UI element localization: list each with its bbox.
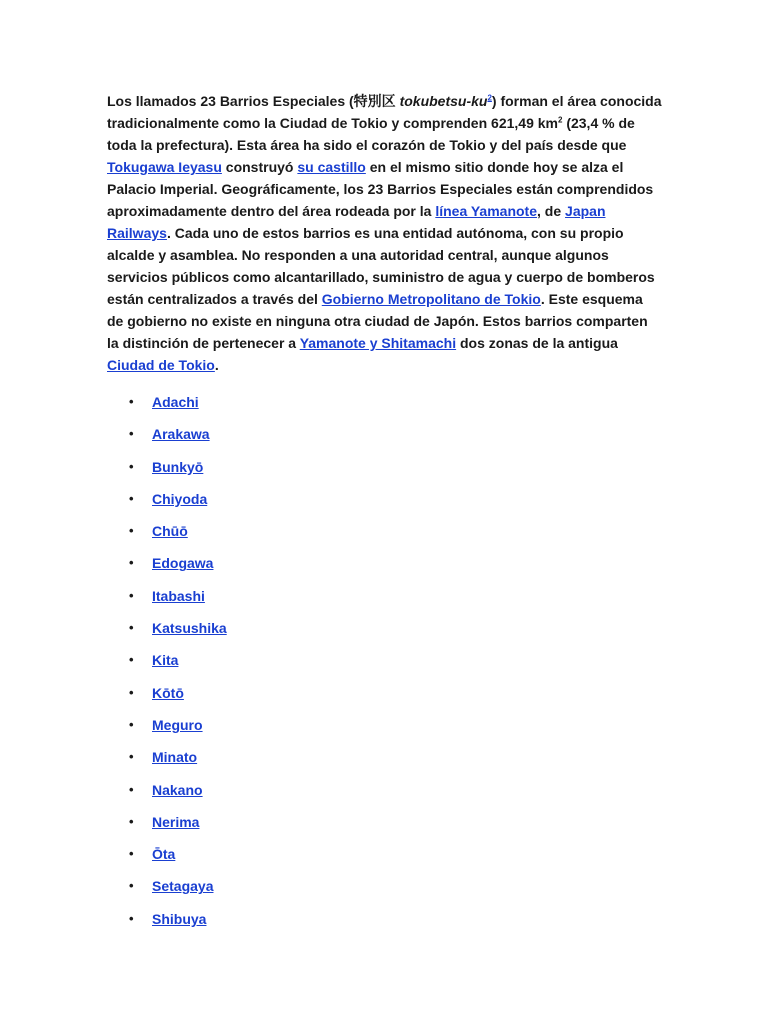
kanji-term: 特別区 (353, 93, 396, 109)
bullet-icon: • (129, 813, 134, 829)
bullet-icon: • (129, 846, 134, 862)
list-item (107, 547, 662, 579)
ward-link-kita[interactable]: Kita (152, 652, 179, 669)
bullet-icon: • (129, 878, 134, 894)
ward-link-bunkyo[interactable]: Bunkyō (152, 458, 204, 475)
link-linea-yamanote[interactable]: línea Yamanote (435, 203, 538, 219)
ward-link-nakano[interactable]: Nakano (152, 781, 203, 798)
ward-link-chiyoda[interactable]: Chiyoda (152, 490, 208, 507)
romaji-term: tokubetsu-ku (399, 93, 488, 109)
text-segment: , de (537, 203, 566, 219)
ward-link-arakawa[interactable]: Arakawa (152, 426, 210, 443)
bullet-icon: • (129, 458, 134, 474)
text-segment: en el mismo sitio donde hoy se alza el Palacio Imperial. Geográficamente, los 23 Barrios Especiales están comprendidos aproximadamente dentro del área rodeada por la (107, 159, 654, 219)
bullet-icon: • (129, 394, 134, 409)
bullet-icon: • (129, 781, 134, 797)
text-segment: dos zonas de la antigua (456, 335, 618, 351)
footnote-link[interactable]: 2 (487, 93, 492, 103)
link-japan-railways[interactable]: Japan Railways (107, 203, 606, 241)
bullet-icon: • (129, 620, 134, 636)
article-content (107, 90, 662, 935)
text-segment: . Cada uno de estos barrios es una entidad autónoma, con su propio alcalde y asamblea. No responden a una autoridad central, aunque algunos servicios públicos como alcantarillado, suministro de agua y cuerpo de bomberos están centralizados a través del (107, 225, 655, 307)
ward-link-minato[interactable]: Minato (152, 749, 198, 766)
bullet-icon: • (129, 490, 134, 506)
text-segment: ) forman el área conocida tradicionalmente como la Ciudad de Tokio y comprenden 621,49 km (107, 93, 662, 131)
bullet-icon: • (129, 910, 134, 926)
ward-link-chuo[interactable]: Chūō (152, 523, 188, 540)
list-item (107, 418, 662, 450)
list-item (107, 903, 662, 935)
list-item (107, 870, 662, 902)
bullet-icon: • (129, 684, 134, 700)
text-segment: Los llamados 23 Barrios Especiales ( (107, 93, 354, 109)
wards-list (107, 386, 662, 935)
ward-link-katsushika[interactable]: Katsushika (152, 620, 227, 637)
link-gobierno-metropolitano[interactable]: Gobierno Metropolitano de Tokio (321, 291, 541, 307)
list-item (107, 580, 662, 612)
text-segment: . Este esquema de gobierno no existe en ninguna otra ciudad de Japón. Estos barrios comparten la distinción de pertenecer a (107, 291, 648, 351)
ward-link-edogawa[interactable]: Edogawa (152, 555, 214, 572)
bullet-icon: • (129, 716, 134, 732)
list-item (107, 677, 662, 709)
list-item (107, 838, 662, 870)
ward-link-meguro[interactable]: Meguro (152, 716, 203, 733)
list-item (107, 612, 662, 644)
bullet-icon: • (129, 587, 134, 603)
list-item (107, 644, 662, 676)
ward-link-setagaya[interactable]: Setagaya (152, 878, 214, 895)
ward-link-shibuya[interactable]: Shibuya (152, 910, 207, 927)
bullet-icon: • (129, 523, 134, 539)
ward-link-ota[interactable]: Ōta (152, 846, 176, 863)
list-item (107, 741, 662, 773)
list-item (107, 483, 662, 515)
list-item (107, 451, 662, 483)
list-item (107, 806, 662, 838)
list-item (107, 774, 662, 806)
bullet-icon: • (129, 749, 134, 765)
list-item (107, 515, 662, 547)
superscript-squared: 2 (557, 115, 563, 125)
ward-link-nerima[interactable]: Nerima (152, 813, 200, 830)
bullet-icon: • (129, 555, 134, 571)
bullet-icon: • (129, 652, 134, 668)
intro-paragraph (107, 90, 662, 376)
bullet-icon: • (129, 426, 134, 442)
text-segment: construyó (221, 159, 298, 175)
link-ciudad-de-tokio[interactable]: Ciudad de Tokio (107, 357, 215, 373)
link-yamanote-shitamachi[interactable]: Yamanote y Shitamachi (299, 335, 457, 351)
text-segment: (23,4 % de toda la prefectura). Esta área ha sido el corazón de Tokio y del país desde que (107, 115, 635, 153)
link-su-castillo[interactable]: su castillo (297, 159, 366, 175)
list-item (107, 386, 662, 418)
ward-link-itabashi[interactable]: Itabashi (152, 587, 205, 604)
text-segment: . (214, 357, 219, 373)
list-item (107, 709, 662, 741)
link-tokugawa-ieyasu[interactable]: Tokugawa Ieyasu (107, 159, 222, 175)
ward-link-koto[interactable]: Kōtō (152, 684, 184, 701)
ward-link-adachi[interactable]: Adachi (152, 394, 199, 410)
